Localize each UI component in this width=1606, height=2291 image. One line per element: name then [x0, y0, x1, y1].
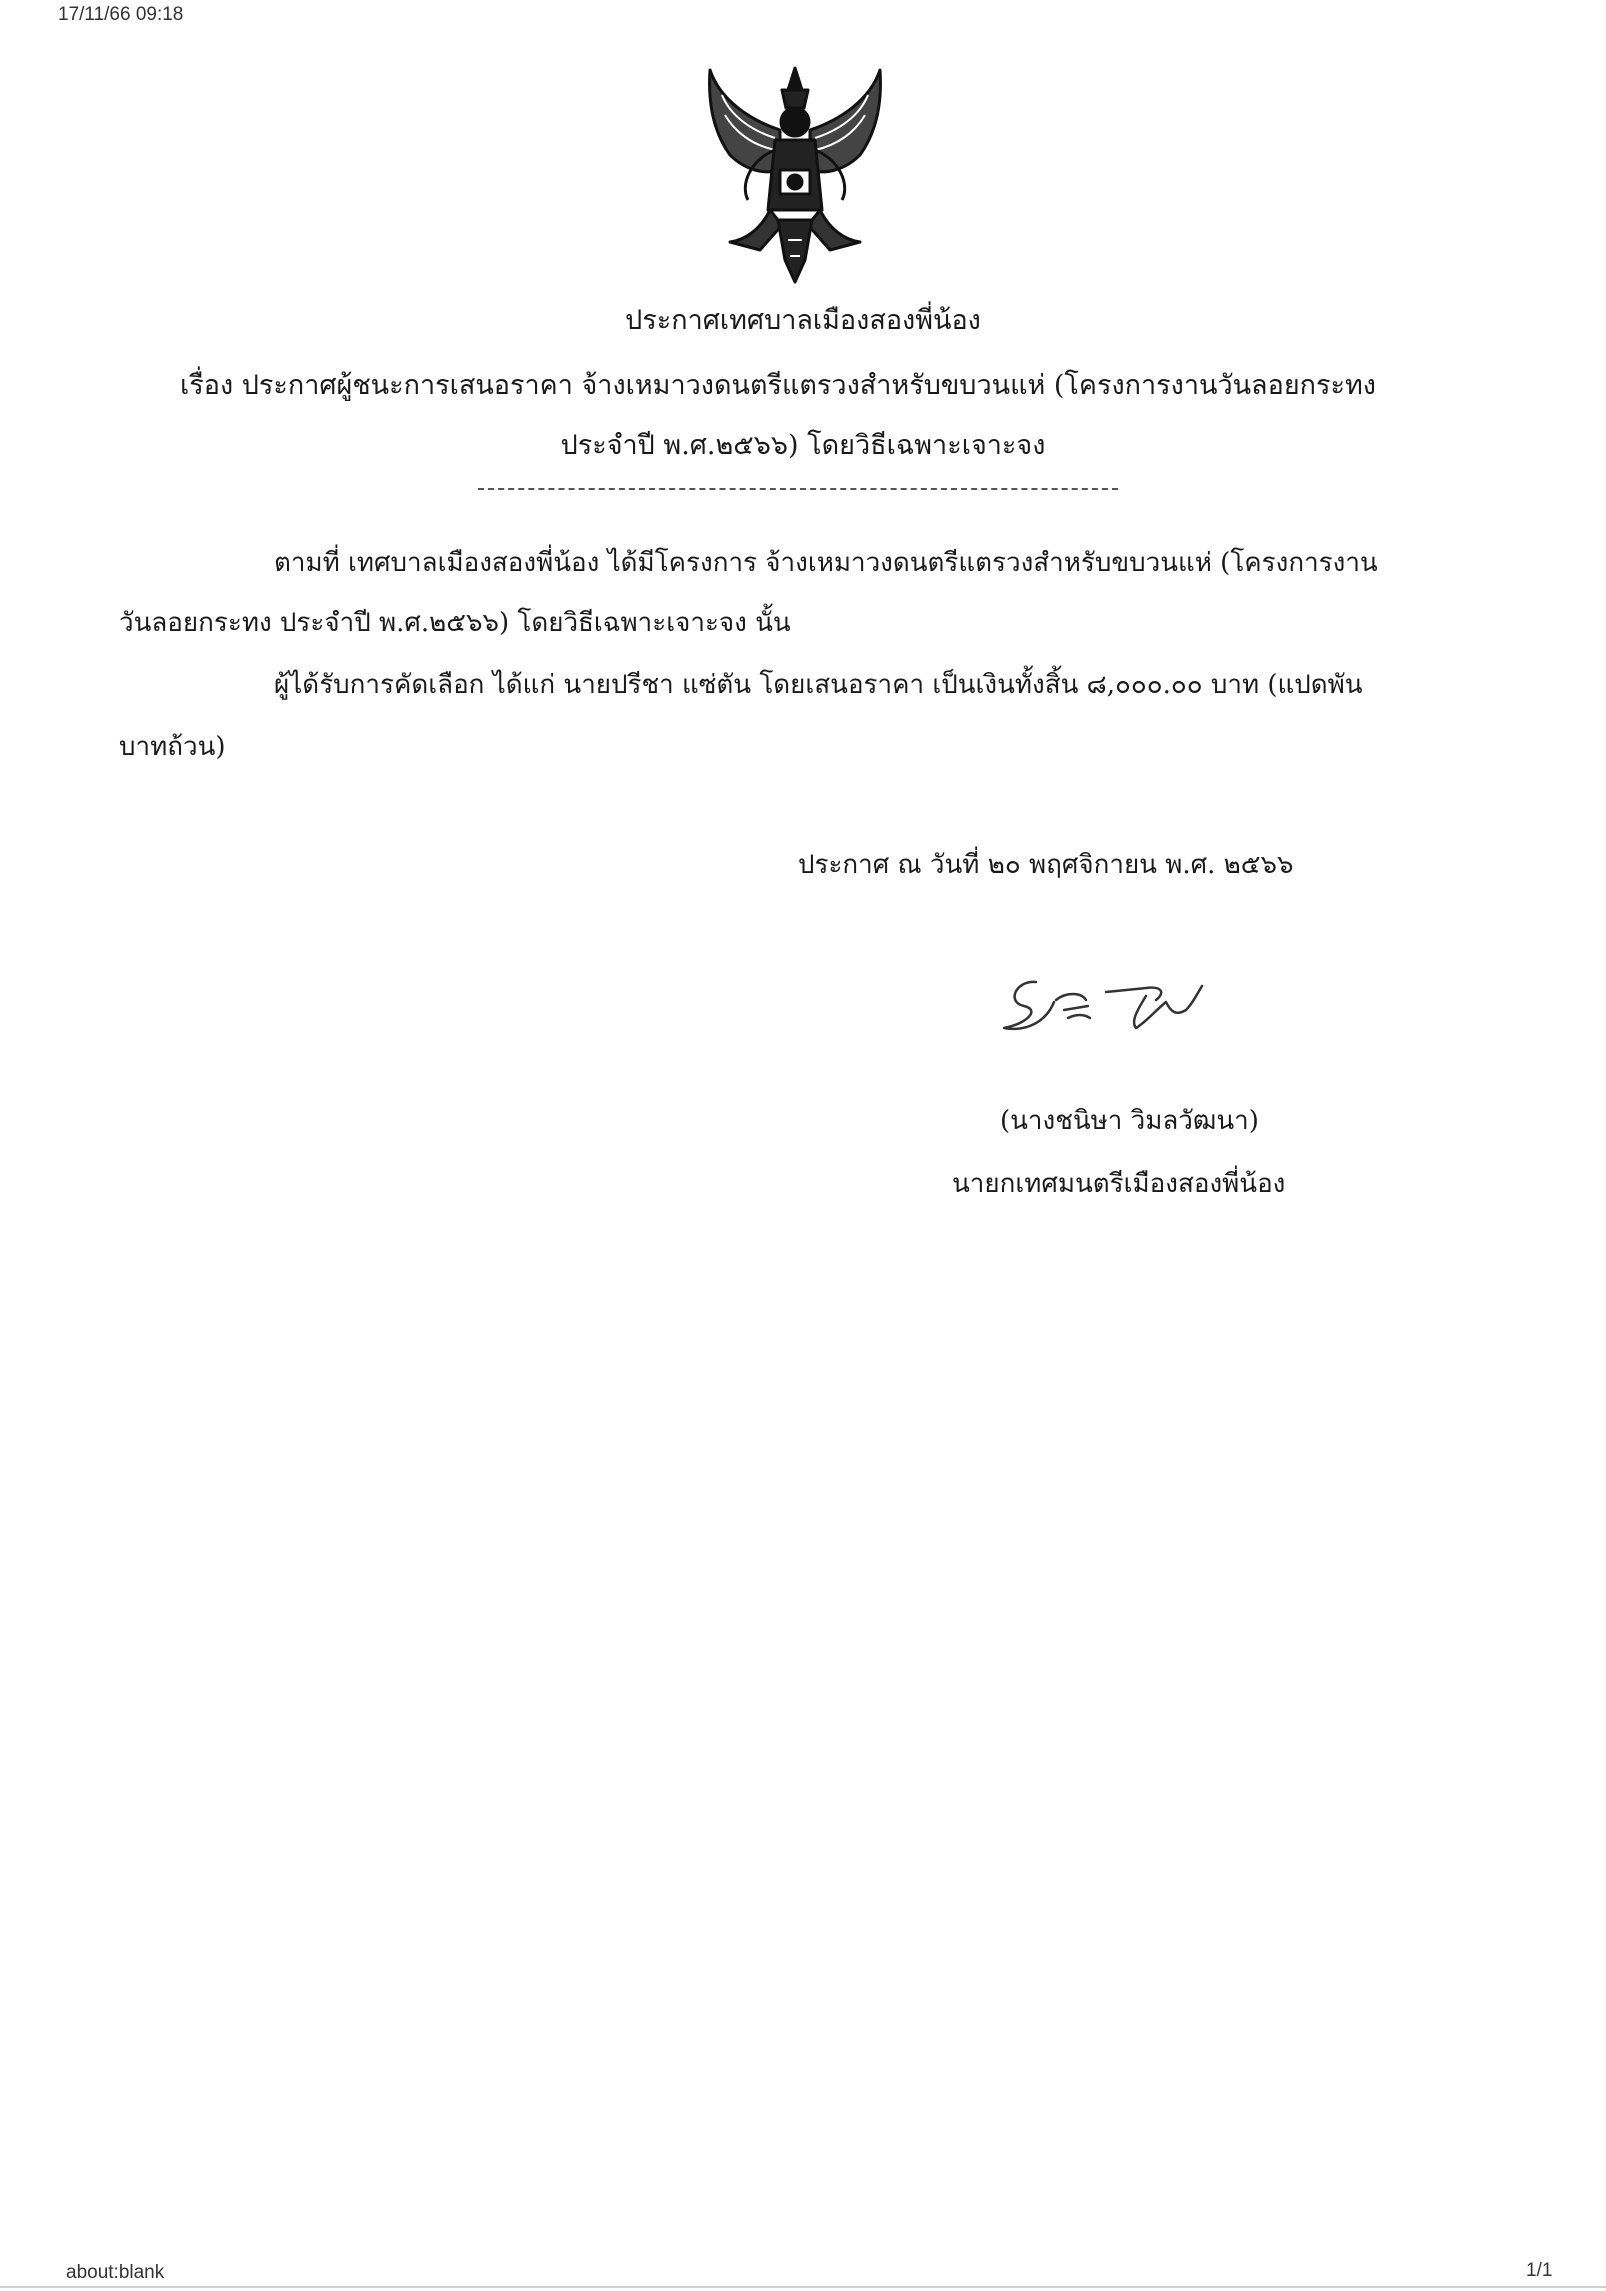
document-title: ประกาศเทศบาลเมืองสองพี่น้อง	[625, 305, 981, 336]
subject-line-2: ประจำปี พ.ศ.๒๕๖๖) โดยวิธีเฉพาะเจาะจง	[560, 430, 1046, 461]
print-footer-url: about:blank	[66, 2262, 165, 2283]
body-line-1: ตามที่ เทศบาลเมืองสองพี่น้อง ได้มีโครงการ จ้างเหมาวงดนตรีแตรวงสำหรับขบวนแห่ (โครงการงาน	[274, 548, 1378, 578]
handwritten-signature	[996, 962, 1276, 1042]
dashed-separator	[478, 488, 1118, 490]
print-page-count: 1/1	[1526, 2260, 1553, 2281]
announcement-date: ประกาศ ณ วันที่ ๒๐ พฤศจิกายน พ.ศ. ๒๕๖๖	[798, 850, 1294, 880]
garuda-emblem-icon	[690, 60, 900, 290]
body-line-4: บาทถ้วน)	[119, 732, 226, 762]
body-line-3: ผู้ได้รับการคัดเลือก ได้แก่ นายปรีชา แซ่ตัน โดยเสนอราคา เป็นเงินทั้งสิ้น ๘,๐๐๐.๐๐ บาท (แปดพัน	[274, 670, 1363, 700]
signer-name: (นางชนิษา วิมลวัฒนา)	[1000, 1106, 1259, 1136]
print-timestamp: 17/11/66 09:18	[58, 4, 184, 25]
subject-line-1: เรื่อง ประกาศผู้ชนะการเสนอราคา จ้างเหมาวงดนตรีแตรวงสำหรับขบวนแห่ (โครงการงานวันลอยกระทง	[180, 370, 1376, 401]
body-line-2: วันลอยกระทง ประจำปี พ.ศ.๒๕๖๖) โดยวิธีเฉพาะเจาะจง นั้น	[119, 608, 791, 638]
bottom-rule	[0, 2286, 1606, 2288]
signer-position: นายกเทศมนตรีเมืองสองพี่น้อง	[952, 1169, 1286, 1199]
